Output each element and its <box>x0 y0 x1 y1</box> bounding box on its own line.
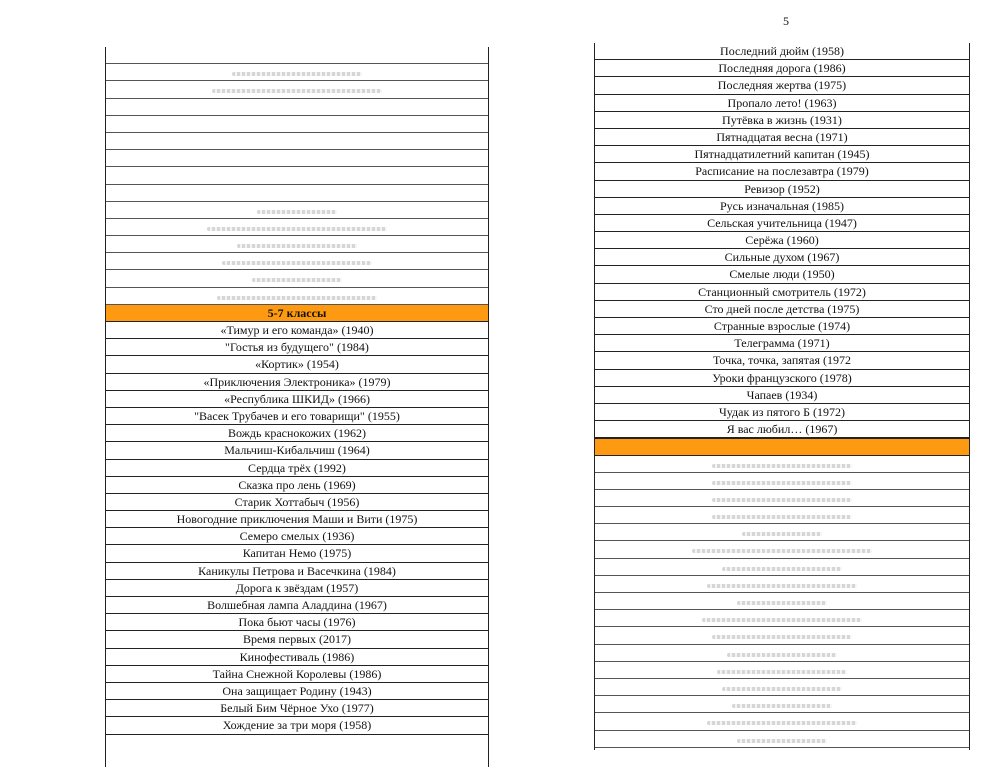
film-row: Странные взрослые (1974) <box>595 318 969 335</box>
illegible-row <box>595 679 969 696</box>
film-row: Я вас любил… (1967) <box>595 421 969 438</box>
film-row: Хождение за три моря (1958) <box>106 717 488 734</box>
film-row: Тайна Снежной Королевы (1986) <box>106 666 488 683</box>
film-row: Последний дюйм (1958) <box>595 43 969 60</box>
illegible-text <box>707 721 857 725</box>
film-row: Серёжа (1960) <box>595 232 969 249</box>
illegible-row <box>106 81 488 98</box>
illegible-row <box>595 456 969 473</box>
right-film-table <box>594 43 970 750</box>
film-row: Чудак из пятого Б (1972) <box>595 404 969 421</box>
illegible-row <box>106 253 488 270</box>
film-row: Время первых (2017) <box>106 631 488 648</box>
section-header-5-7: 5-7 классы <box>106 305 488 322</box>
film-row: Чапаев (1934) <box>595 387 969 404</box>
illegible-text <box>702 618 862 622</box>
film-row: Расписание на послезавтра (1979) <box>595 163 969 180</box>
illegible-text <box>717 670 847 674</box>
film-row: Последняя дорога (1986) <box>595 60 969 77</box>
film-row: Русь изначальная (1985) <box>595 198 969 215</box>
illegible-row <box>106 236 488 253</box>
film-row: Пятнадцатая весна (1971) <box>595 129 969 146</box>
illegible-row <box>595 645 969 662</box>
film-row: Волшебная лампа Аладдина (1967) <box>106 597 488 614</box>
film-row: Сердца трёх (1992) <box>106 460 488 477</box>
illegible-row <box>595 507 969 524</box>
page-number: 5 <box>783 14 789 28</box>
illegible-text <box>232 72 362 76</box>
film-row: Каникулы Петрова и Васечкина (1984) <box>106 563 488 580</box>
illegible-text <box>252 278 342 282</box>
film-row: Путёвка в жизнь (1931) <box>595 112 969 129</box>
illegible-row <box>595 593 969 610</box>
film-row: Сказка про лень (1969) <box>106 477 488 494</box>
illegible-row <box>595 524 969 541</box>
film-row: Белый Бим Чёрное Ухо (1977) <box>106 700 488 717</box>
illegible-text <box>707 584 857 588</box>
illegible-row <box>106 99 488 116</box>
illegible-text <box>222 261 372 265</box>
illegible-row <box>595 731 969 748</box>
illegible-row <box>106 133 488 150</box>
film-row: Семеро смелых (1936) <box>106 528 488 545</box>
film-row: «Тимур и его команда» (1940) <box>106 322 488 339</box>
illegible-row <box>106 116 488 133</box>
illegible-row <box>595 559 969 576</box>
illegible-text <box>692 549 872 553</box>
illegible-text <box>727 653 837 657</box>
illegible-row <box>106 288 488 305</box>
illegible-text <box>212 89 382 93</box>
section-header-next <box>595 438 969 455</box>
illegible-row <box>595 713 969 730</box>
illegible-row <box>106 185 488 202</box>
illegible-row <box>106 167 488 184</box>
film-row: Пока бьют часы (1976) <box>106 614 488 631</box>
illegible-row <box>595 610 969 627</box>
illegible-row <box>595 473 969 490</box>
film-row: "Васек Трубачев и его товарищи" (1955) <box>106 408 488 425</box>
illegible-row <box>595 490 969 507</box>
film-row: Капитан Немо (1975) <box>106 545 488 562</box>
film-row: Телеграмма (1971) <box>595 335 969 352</box>
illegible-text <box>737 739 827 743</box>
illegible-text <box>712 515 852 519</box>
film-row: Вождь краснокожих (1962) <box>106 425 488 442</box>
illegible-row <box>106 270 488 287</box>
film-row: "Гостья из будущего" (1984) <box>106 339 488 356</box>
film-row: «Кортик» (1954) <box>106 356 488 373</box>
illegible-text <box>237 244 357 248</box>
film-row: Точка, точка, запятая (1972 <box>595 352 969 369</box>
illegible-text <box>207 227 387 231</box>
illegible-row <box>595 627 969 644</box>
film-row: Мальчиш-Кибальчиш (1964) <box>106 442 488 459</box>
film-row: Ревизор (1952) <box>595 181 969 198</box>
film-row: «Республика ШКИД» (1966) <box>106 391 488 408</box>
illegible-text <box>712 481 852 485</box>
illegible-text <box>217 296 377 300</box>
illegible-text <box>712 464 852 468</box>
illegible-text <box>712 635 852 639</box>
film-row: Пропало лето! (1963) <box>595 95 969 112</box>
illegible-row <box>595 576 969 593</box>
illegible-text <box>722 687 842 691</box>
film-row: Старик Хоттабыч (1956) <box>106 494 488 511</box>
film-row: Дорога к звёздам (1957) <box>106 580 488 597</box>
illegible-row <box>106 219 488 236</box>
illegible-text <box>732 704 832 708</box>
film-row: Сильные духом (1967) <box>595 249 969 266</box>
film-row: Сто дней после детства (1975) <box>595 301 969 318</box>
illegible-row <box>595 696 969 713</box>
illegible-text <box>737 601 827 605</box>
illegible-row <box>595 541 969 558</box>
film-row: Сельская учительница (1947) <box>595 215 969 232</box>
film-row: Она защищает Родину (1943) <box>106 683 488 700</box>
film-row: «Приключения Электроника» (1979) <box>106 374 488 391</box>
illegible-row <box>106 64 488 81</box>
film-row: Уроки французского (1978) <box>595 370 969 387</box>
illegible-text <box>722 567 842 571</box>
illegible-text <box>742 532 822 536</box>
illegible-text <box>712 498 852 502</box>
illegible-row <box>106 150 488 167</box>
film-row: Станционный смотритель (1972) <box>595 284 969 301</box>
left-film-table <box>105 47 489 767</box>
film-row: Смелые люди (1950) <box>595 266 969 283</box>
film-row: Последняя жертва (1975) <box>595 77 969 94</box>
illegible-row <box>106 202 488 219</box>
illegible-row <box>106 47 488 64</box>
illegible-text <box>257 210 337 214</box>
film-row: Пятнадцатилетний капитан (1945) <box>595 146 969 163</box>
film-row: Новогодние приключения Маши и Вити (1975) <box>106 511 488 528</box>
illegible-row <box>595 662 969 679</box>
film-row: Кинофестиваль (1986) <box>106 649 488 666</box>
